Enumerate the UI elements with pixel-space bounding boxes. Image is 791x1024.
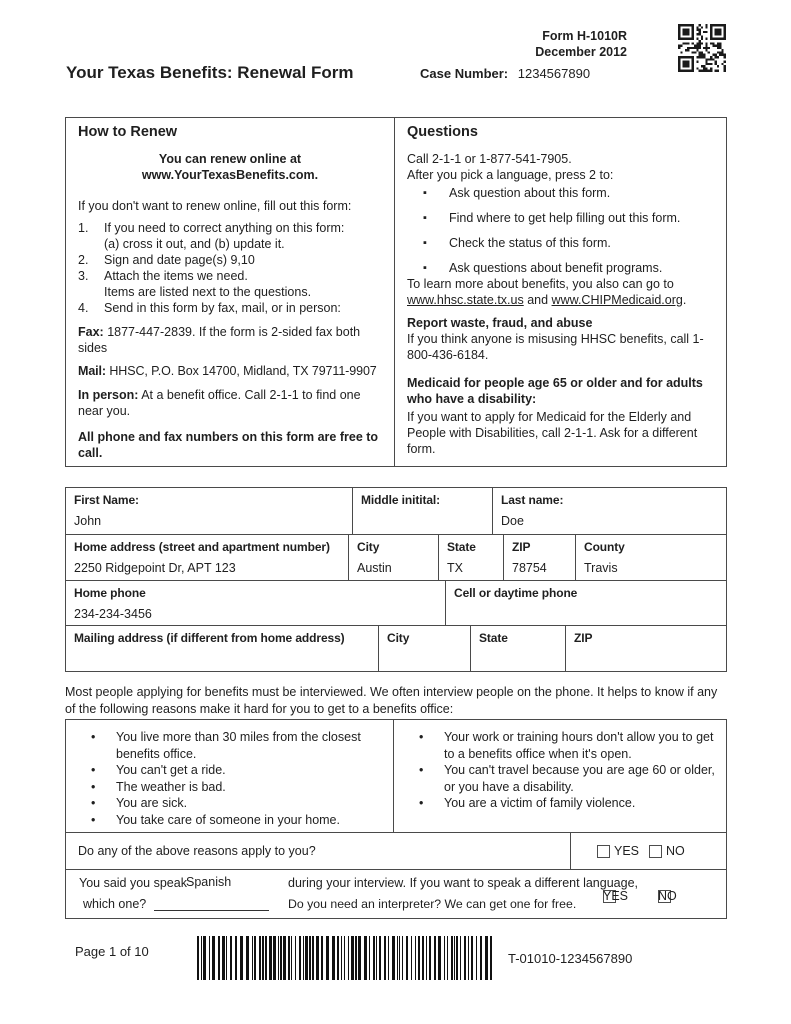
case-number-line: [420, 66, 590, 81]
state-cell[interactable]: State TX: [439, 535, 504, 580]
reasons-yes-checkbox[interactable]: [597, 845, 610, 858]
question-bullet: ▪ Find where to get help filling out this form.: [407, 210, 714, 226]
how-to-renew-questions-box: [65, 117, 727, 467]
page-number: Page 1 of 10: [75, 944, 149, 959]
questions-bullet-list: [407, 185, 714, 276]
medicaid-text: If you want to apply for Medicaid for the Elderly and People with Disabilities, call 2-1-1. Ask for a different form.: [407, 410, 698, 456]
page-title: Your Texas Benefits: Renewal Form: [66, 63, 354, 82]
question-bullet: ▪ Check the status of this form.: [407, 235, 714, 251]
last-name-value[interactable]: Doe: [501, 514, 524, 528]
home-address-row: [66, 535, 726, 581]
first-name-value[interactable]: John: [74, 514, 102, 528]
question-bullet: ▪ Ask question about this form.: [407, 185, 714, 201]
mailing-zip-cell[interactable]: ZIP: [566, 626, 726, 671]
reasons-no-checkbox[interactable]: [649, 845, 662, 858]
medicaid-heading: Medicaid for people age 65 or older and for adults who have a disability:: [407, 376, 703, 406]
mailing-city-cell[interactable]: City: [379, 626, 471, 671]
form-number: Form H-1010R: [542, 29, 627, 43]
city-cell[interactable]: City Austin: [349, 535, 439, 580]
reason-bullet: • You take care of someone in your home.: [76, 812, 385, 829]
phone-row: [66, 581, 726, 626]
form-date: December 2012: [535, 45, 627, 59]
renew-step-1: 1. If you need to correct anything on this form: (a) cross it out, and (b) update it.: [78, 221, 345, 251]
in-person-info: In person: At a benefit office. Call 2-1-1 to find one near you.: [78, 388, 361, 418]
how-to-renew-panel: [66, 118, 395, 466]
interview-intro: Most people applying for benefits must be interviewed. We often interview people on the phone. It helps to know if any of the following reasons make it hard for you to get to a benefits office:: [65, 685, 718, 716]
mail-info: Mail: HHSC, P.O. Box 14700, Midland, TX 79711-9907: [78, 364, 377, 378]
reason-bullet: • You can't travel because you are age 60 or older, or you have a disability.: [404, 762, 718, 795]
cell-phone-cell[interactable]: Cell or daytime phone: [446, 581, 726, 625]
reasons-apply-question: Do any of the above reasons apply to you?: [66, 833, 571, 869]
cell-phone-value[interactable]: [454, 607, 718, 622]
reason-bullet: • You live more than 30 miles from the closest benefits office.: [76, 729, 385, 762]
name-row: [66, 488, 726, 535]
form-meta: [535, 28, 627, 60]
mailing-city-value[interactable]: [387, 652, 462, 667]
reason-bullet: • You can't get a ride.: [76, 762, 385, 779]
home-phone-cell[interactable]: Home phone 234-234-3456: [66, 581, 446, 625]
state-value[interactable]: TX: [447, 561, 463, 575]
mailing-address-row: [66, 626, 726, 671]
interview-box: [65, 719, 727, 919]
interpreter-question: Do you need an interpreter? We can get one for free.: [288, 897, 577, 911]
county-value[interactable]: Travis: [584, 561, 618, 575]
barcode-text: T-01010-1234567890: [508, 951, 633, 966]
mailing-state-cell[interactable]: State: [471, 626, 566, 671]
language-blank-field[interactable]: [154, 897, 269, 911]
city-value[interactable]: Austin: [357, 561, 392, 575]
home-address-value[interactable]: 2250 Ridgepoint Dr, APT 123: [74, 561, 236, 575]
county-cell[interactable]: County Travis: [576, 535, 726, 580]
middle-initial-cell[interactable]: Middle initital:: [353, 488, 493, 534]
online-url-text: www.YourTexasBenefits.com.: [141, 168, 319, 182]
questions-heading: Questions: [407, 124, 478, 140]
chip-medicaid-link[interactable]: www.CHIPMedicaid.org: [551, 293, 683, 307]
barcode: [197, 936, 499, 980]
reasons-left-column: [66, 720, 394, 832]
reason-bullet: • The weather is bad.: [76, 779, 385, 796]
first-name-cell[interactable]: First Name: John: [66, 488, 353, 534]
speak-prefix-text: You said you speak: [79, 876, 187, 890]
reason-bullet: • You are a victim of family violence.: [404, 795, 718, 812]
free-call-note: All phone and fax numbers on this form are free to call.: [78, 430, 379, 460]
mailing-address-value[interactable]: [74, 652, 370, 667]
case-number-value: 1234567890: [517, 66, 591, 81]
home-phone-value[interactable]: 234-234-3456: [74, 607, 152, 621]
question-bullet: ▪ Ask questions about benefit programs.: [407, 260, 714, 276]
mailing-state-value[interactable]: [479, 652, 557, 667]
reasons-apply-row: [66, 832, 726, 869]
qr-code-icon: [678, 24, 726, 72]
reason-bullet: • Your work or training hours don't allow you to get to a benefits office when it's open.: [404, 729, 718, 762]
zip-cell[interactable]: ZIP 78754: [504, 535, 576, 580]
spoken-language-value[interactable]: Spanish: [186, 875, 232, 889]
renew-step-2: 2. Sign and date page(s) 9,10: [78, 253, 255, 267]
questions-call-info: Call 2-1-1 or 1-877-541-7905. After you pick a language, press 2 to:: [407, 152, 614, 182]
case-number-label: Case Number:: [420, 66, 509, 81]
middle-initial-value[interactable]: [361, 514, 484, 529]
applicant-info-table: [65, 487, 727, 672]
reason-bullet: • You are sick.: [76, 795, 385, 812]
mailing-address-cell[interactable]: Mailing address (if different from home address): [66, 626, 379, 671]
interview-reasons-row: [66, 720, 726, 832]
home-address-cell[interactable]: Home address (street and apartment number) 2250 Ridgepoint Dr, APT 123: [66, 535, 349, 580]
renew-intro: If you don't want to renew online, fill out this form:: [78, 199, 352, 213]
renew-online-note: You can renew online at www.YourTexasBenefits.com.: [78, 151, 382, 183]
last-name-cell[interactable]: Last name: Doe: [493, 488, 726, 534]
how-to-renew-heading: How to Renew: [78, 124, 178, 140]
learn-more-text: To learn more about benefits, you also can go to www.hhsc.state.tx.us and www.CHIPMedicaid.org.: [407, 277, 687, 307]
speak-suffix-text: during your interview. If you want to speak a different language,: [288, 876, 638, 890]
which-one-label: which one?: [83, 897, 147, 911]
hhsc-link[interactable]: www.hhsc.state.tx.us: [407, 293, 524, 307]
questions-panel: [395, 118, 726, 466]
fax-info: Fax: 1877-447-2839. If the form is 2-sided fax both sides: [78, 325, 361, 355]
zip-value[interactable]: 78754: [512, 561, 547, 575]
renew-step-3: 3. Attach the items we need. Items are listed next to the questions.: [78, 269, 312, 299]
language-row: You said you speak Spanish during your interview. If you want to speak a different language, which one? Do you need an interpreter? We can get one for free. YES NO: [66, 869, 726, 918]
renew-steps: [78, 220, 382, 316]
reasons-right-column: [394, 720, 726, 832]
report-fraud-text: If you think anyone is misusing HHSC benefits, call 1-800-436-6184.: [407, 332, 704, 362]
mailing-zip-value[interactable]: [574, 652, 718, 667]
report-fraud-heading: Report waste, fraud, and abuse: [407, 316, 593, 330]
reasons-apply-answer: YES NO: [571, 833, 726, 869]
renew-step-4: 4. Send in this form by fax, mail, or in person:: [78, 301, 341, 315]
